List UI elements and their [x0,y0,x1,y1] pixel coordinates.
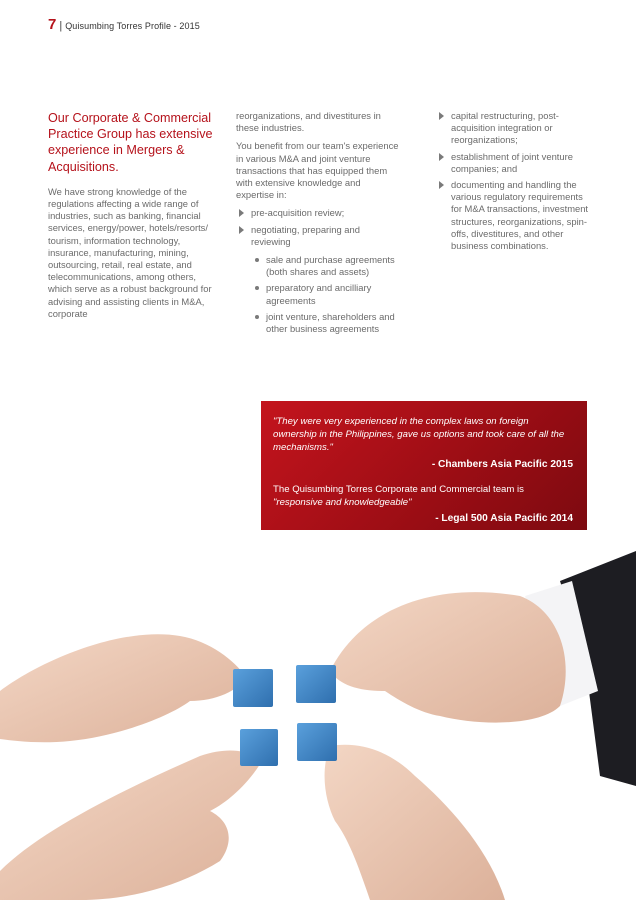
arrow-bullet-icon [439,153,444,161]
testimonial-attribution: - Chambers Asia Pacific 2015 [431,458,573,470]
sub-list [251,254,401,335]
intro-paragraph: We have strong knowledge of the regulations affecting a wide range of industries, such as banking, financial services, energy/power, hotels/resorts/ tourism, information technology, insurance, manufacturing, mining, outsourcing, retail, real estate, and telecommunications, among others, which serve as a robust background for advising and assisting clients in M&A, corporate [48,185,212,319]
list-item-text: negotiating, preparing and reviewing [251,223,360,247]
arrow-bullet-icon [239,226,244,234]
blue-tile [233,669,273,707]
expertise-intro: You benefit from our team's experience in various M&A and joint venture transactions that has equipped them with extensive knowledge and expertise in: [236,140,399,201]
testimonial-box [261,401,587,530]
arrow-bullet-icon [439,112,444,120]
sub-list-item [251,254,401,278]
list-item-text: pre-acquisition review; [251,207,345,219]
list-item-text: establishment of joint venture companies; and [451,150,573,174]
list-item [436,151,596,175]
blue-tile [296,665,336,703]
sub-list-item [251,282,401,306]
dot-bullet-icon [255,315,259,319]
column-middle [236,110,401,339]
expertise-list-continued [436,110,596,252]
arrow-bullet-icon [239,209,244,217]
continuation-paragraph: reorganizations, and divestitures in these industries. [236,110,381,134]
sub-list-item-text: preparatory and ancilliary agreements [266,282,372,306]
list-item [236,207,401,219]
sub-list-item [251,311,401,335]
list-item-text: documenting and handling the various regulatory requirements for M&A transactions, investment structures, reorganizations, spin-offs, divestitures, and other business combinations. [451,179,589,252]
document-title: Quisumbing Torres Profile - 2015 [65,21,200,31]
testimonial-quote: "responsive and knowledgeable" [273,497,412,509]
dot-bullet-icon [255,258,259,262]
expertise-list [236,207,401,335]
column-right [436,110,596,256]
list-item-text: capital restructuring, post-acquisition integration or reorganizations; [451,110,559,146]
list-item [236,224,401,336]
sub-list-item-text: sale and purchase agreements (both shares and assets) [266,254,395,278]
column-left [48,110,218,326]
header-separator: | [59,20,63,32]
testimonial-attribution: - Legal 500 Asia Pacific 2014 [435,513,573,525]
testimonial-quote-lead: The Quisumbing Torres Corporate and Commercial team is [273,483,524,495]
list-item [436,110,596,147]
hands-puzzle-photo [0,541,636,900]
blue-tile [297,723,337,761]
blue-tile [240,729,278,766]
dot-bullet-icon [255,286,259,290]
testimonial-quote: "They were very experienced in the complex laws on foreign ownership in the Philippines, gave us options and took care of all the mechanisms." [273,416,565,454]
list-item [436,179,596,252]
page-number: 7 [48,16,57,33]
page-header [48,16,200,32]
arrow-bullet-icon [439,181,444,189]
section-heading: Our Corporate & Commercial Practice Group has extensive experience in Mergers & Acquisitions. [48,111,213,174]
sub-list-item-text: joint venture, shareholders and other business agreements [266,310,395,335]
